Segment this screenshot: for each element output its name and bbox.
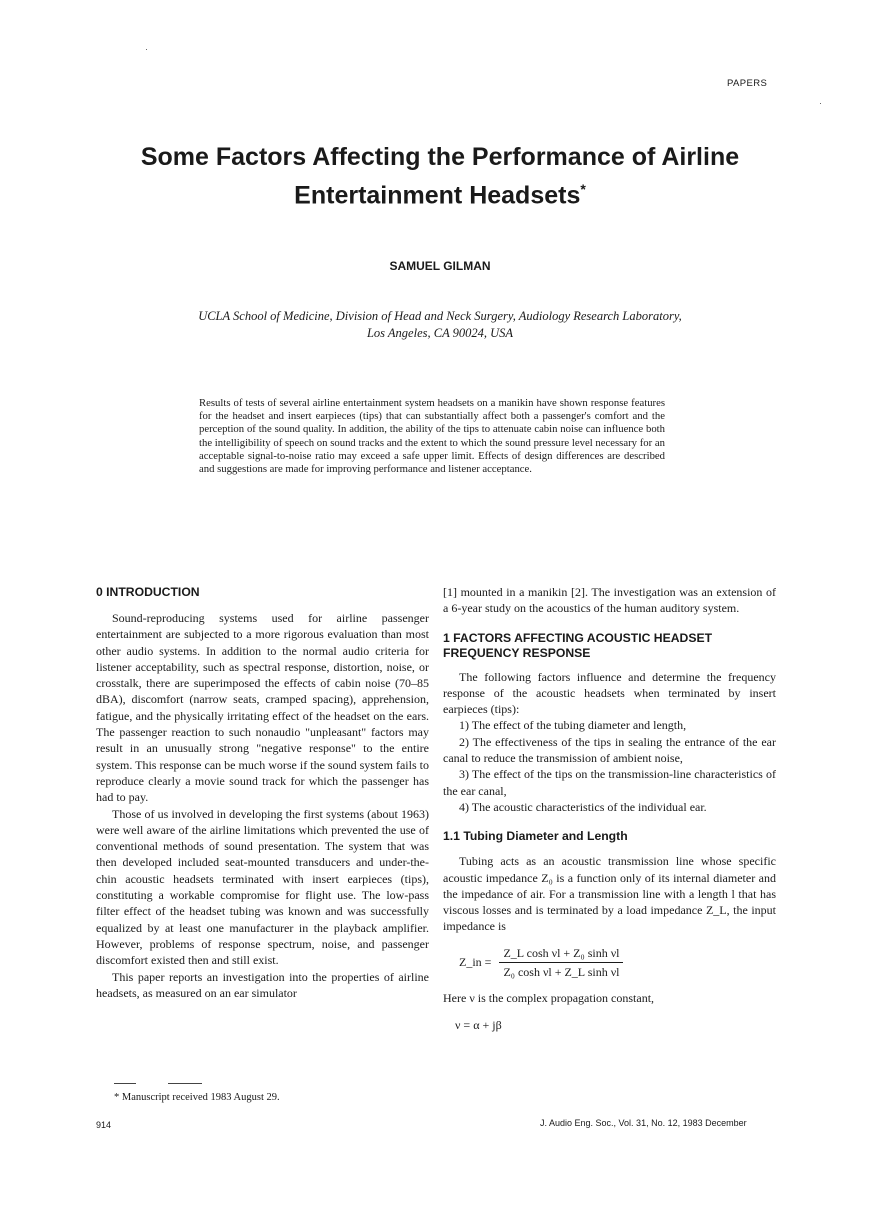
section-label: PAPERS xyxy=(727,78,768,89)
left-column xyxy=(96,585,429,1001)
paper-title xyxy=(60,141,820,211)
scan-speck xyxy=(146,49,147,50)
author-affiliation xyxy=(60,308,820,342)
right-column xyxy=(443,584,776,1033)
subsection-1-1-heading: 1.1 Tubing Diameter and Length xyxy=(443,829,628,844)
title-line-1: Some Factors Affecting the Performance of Airline xyxy=(140,143,740,171)
affiliation-line-1: UCLA School of Medicine, Division of Head and Neck Surgery, Audiology Research Laboratory, xyxy=(198,309,682,323)
equation-denominator: Z₀ cosh νl + Z_L sinh νl xyxy=(503,965,620,980)
intro-paragraph-3: This paper reports an investigation into the properties of airline headsets, as measured on an ear simulator xyxy=(96,969,429,1000)
affiliation-line-2: Los Angeles, CA 90024, USA xyxy=(366,326,514,340)
propagation-constant-text: Here ν is the complex propagation constant, xyxy=(443,991,655,1006)
title-line-2: Entertainment Headsets* xyxy=(294,181,586,210)
factor-item-3: 3) The effect of the tips on the transmission-line characteristics of the ear canal, xyxy=(443,767,776,798)
footnote-rule-right xyxy=(168,1083,202,1084)
factor-item-4: 4) The acoustic characteristics of the individual ear. xyxy=(459,799,707,814)
journal-reference: J. Audio Eng. Soc., Vol. 31, No. 12, 1983 December xyxy=(540,1118,747,1128)
subsection-1-1-text: Tubing acts as an acoustic transmission line whose specific acoustic impedance Z₀ is a function only of its internal diameter and the impedance of air. For a transmission line with a length l that has viscous losses and is terminated by a load impedance Z_L, the input impedance is xyxy=(443,854,776,934)
section-1-intro: The following factors influence and determine the frequency response of the acoustic headsets when terminated by insert earpieces (tips): xyxy=(443,669,776,717)
scan-speck xyxy=(820,103,821,104)
factor-item-1: 1) The effect of the tubing diameter and length, xyxy=(459,718,687,733)
intro-paragraph-1: Sound-reproducing systems used for airline passenger entertainment are subjected to a more rigorous evaluation than most other audio systems. In addition to the normal audio criteria for listener acceptability, such as spectral response, distortion, noise, or crosstalk, there are superimposed the effects of cabin noise (70–85 dBA), discomfort (narrow seats, cramped spacing), apprehension, fatigue, and the physically irritating effect of the headset on the ears. The passenger reaction to such nonaudio "unpleasant" factors may result in an unusually strong "negative response" to the entire system. This response can be much worse if the sound system fails to reproduce clearly a movie sound track for which the passenger has had to pay. xyxy=(96,611,429,805)
equation-numerator: Z_L cosh νl + Z₀ sinh νl xyxy=(499,945,623,963)
intro-continuation: [1] mounted in a manikin [2]. The investigation was an extension of a 6-year study on the acoustics of the human auditory system. xyxy=(443,585,776,616)
manuscript-footnote: * Manuscript received 1983 August 29. xyxy=(114,1092,280,1103)
title-footnote-marker: * xyxy=(580,181,586,197)
page-number: 914 xyxy=(96,1120,112,1130)
intro-paragraph-2: Those of us involved in developing the first systems (about 1963) were well aware of the airline limitations which prevented the use of conventional methods of sound presentation. The system that was then developed included seat-mounted transducers and under-the-chin acoustic headsets terminated with insert earpieces (tips), constituting a workable compromise for flight use. The low-pass filter effect of the headset tubing was known and was successfully equalized by at least one manufacturer in the playback amplifier. However, problems of response spectrum, noise, and passenger discomfort existed then and still exist. xyxy=(96,806,429,968)
equation-fraction xyxy=(499,945,623,981)
author-name: SAMUEL GILMAN xyxy=(389,259,491,273)
equation-lhs: Z_in = xyxy=(459,955,492,970)
propagation-constant-equation: ν = α + jβ xyxy=(455,1017,502,1032)
input-impedance-equation xyxy=(459,945,776,981)
abstract: Results of tests of several airline entertainment system headsets on a manikin have shown response features for the headset and insert earpieces (tips) that can substantially affect both a passenger's comfort and the perception of the sound quality. In addition, the ability of the tips to attenuate cabin noise can influence both the intelligibility of speech on sound tracks and the extent to which the sound pressure level necessary for an acceptable signal-to-noise ratio may exceed a safe upper limit. Effects of design differences are described and suggestions are made for improving performance and listener acceptance. xyxy=(199,397,665,476)
section-1-heading: 1 FACTORS AFFECTING ACOUSTIC HEADSET FREQUENCY RESPONSE xyxy=(443,630,713,660)
introduction-heading: 0 INTRODUCTION xyxy=(96,585,200,599)
factor-item-2: 2) The effectiveness of the tips in sealing the entrance of the ear canal to reduce the transmission of ambient noise, xyxy=(443,734,776,766)
footnote-rule-left xyxy=(114,1083,136,1084)
